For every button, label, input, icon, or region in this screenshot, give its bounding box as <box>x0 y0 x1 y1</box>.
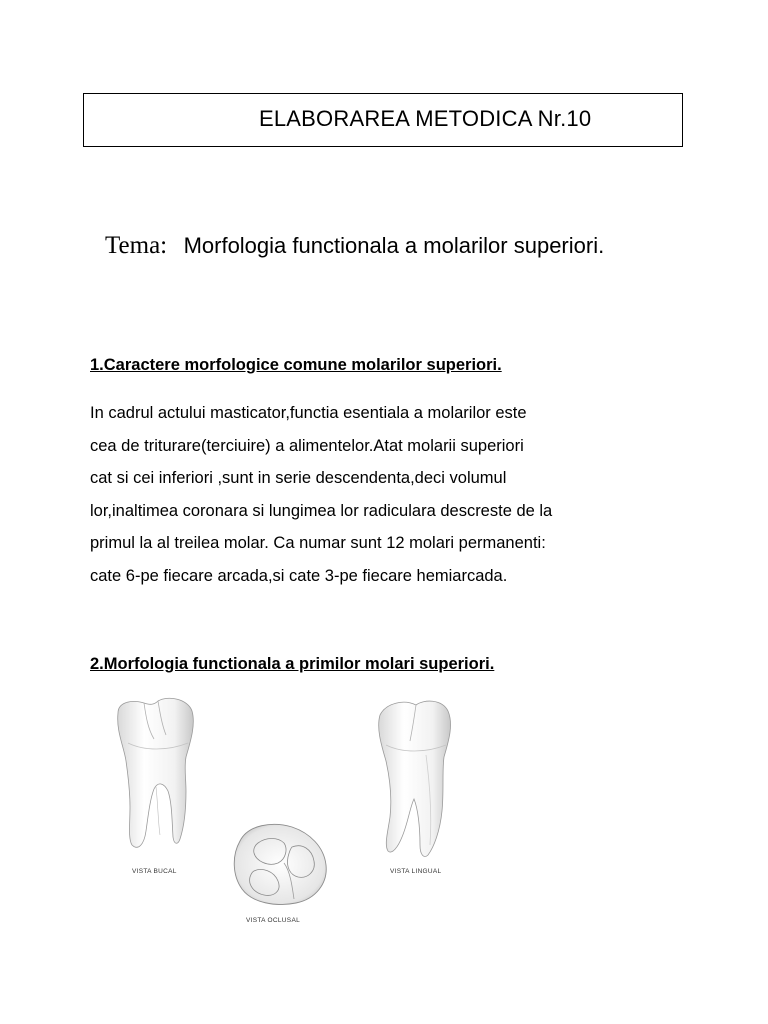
paragraph-line: cea de triturare(terciuire) a alimentelor.Atat molarii superiori <box>90 436 524 455</box>
molar-occlusal-view <box>234 824 326 904</box>
caption-occlusal-view: VISTA OCLUSAL <box>246 917 300 924</box>
paragraph-line: In cadrul actului masticator,functia esentiala a molarilor este <box>90 404 527 422</box>
title-box <box>83 93 683 147</box>
section-2-heading: 2.Morfologia functionala a primilor molari superiori. <box>90 655 495 673</box>
molar-lingual-view <box>379 701 451 856</box>
section-1-paragraph <box>90 397 690 593</box>
molar-illustration <box>96 695 480 930</box>
topic-line <box>105 232 604 260</box>
paragraph-line: lor,inaltimea coronara si lungimea lor radiculara descreste de la <box>90 501 553 520</box>
caption-lingual-view: VISTA LINGUAL <box>390 868 442 875</box>
paragraph-line: cat si cei inferiori ,sunt in serie descendenta,deci volumul <box>90 469 507 488</box>
caption-buccal-view: VISTA BUCAL <box>132 868 177 875</box>
paragraph-line: cate 6-pe fiecare arcada,si cate 3-pe fiecare hemiarcada. <box>90 566 508 585</box>
topic-label: Tema: <box>105 232 168 259</box>
paragraph-line: primul la al treilea molar. Ca numar sunt 12 molari permanenti: <box>90 534 546 553</box>
molar-buccal-view <box>118 698 194 847</box>
topic-text: Morfologia functionala a molarilor superiori. <box>183 233 605 258</box>
document-title: ELABORAREA METODICA Nr.10 <box>259 106 592 131</box>
section-1-heading: 1.Caractere morfologice comune molarilor superiori. <box>90 356 502 374</box>
molar-figure <box>96 695 480 930</box>
